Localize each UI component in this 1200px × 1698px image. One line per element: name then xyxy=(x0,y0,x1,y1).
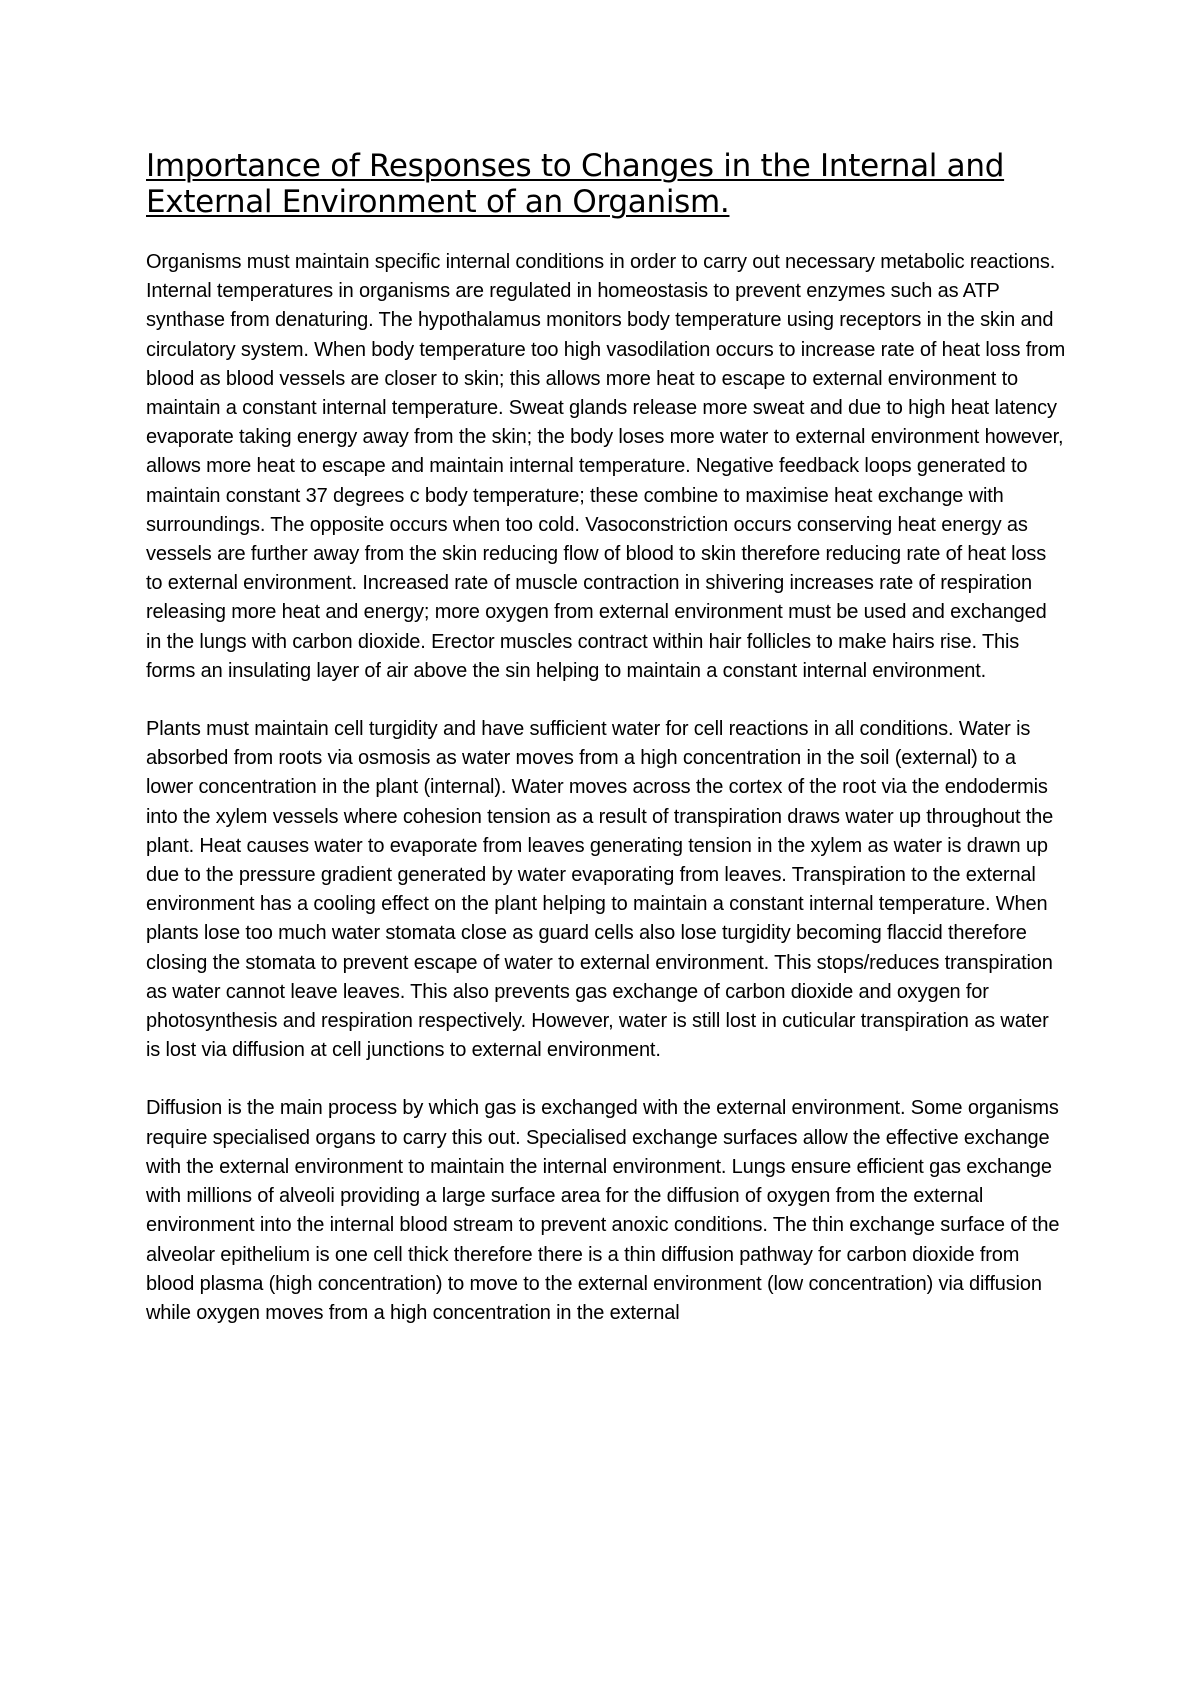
paragraph-plant-water-balance: Plants must maintain cell turgidity and have sufficient water for cell reactions in all conditions. Water is absorbed from roots via osmosis as water moves from a high concentration in the soil (external) to a lower concentration in the plant (internal). Water moves across the cortex of the root via the endodermis into the xylem vessels where cohesion tension as a result of transpiration draws water up throughout the plant. Heat causes water to evaporate from leaves generating tension in the xylem as water is drawn up due to the pressure gradient generated by water evaporating from leaves. Transpiration to the external environment has a cooling effect on the plant helping to maintain a constant internal temperature. When plants lose too much water stomata close as guard cells also lose turgidity becoming flaccid therefore closing the stomata to prevent escape of water to external environment. This stops/reduces transpiration as water cannot leave leaves. This also prevents gas exchange of carbon dioxide and oxygen for photosynthesis and respiration respectively. However, water is still lost in cuticular transpiration as water is lost via diffusion at cell junctions to external environment. xyxy=(146,718,1054,1062)
document-title: Importance of Responses to Changes in the Internal and External Environment of an Organism. xyxy=(146,148,1005,220)
paragraph-temperature-regulation: Organisms must maintain specific internal conditions in order to carry out necessary metabolic reactions. Internal temperatures in organisms are regulated in homeostasis to prevent enzymes such as ATP synthase from denaturing. The hypothalamus monitors body temperature using receptors in the skin and circulatory system. When body temperature too high vasodilation occurs to increase rate of heat loss from blood as blood vessels are closer to skin; this allows more heat to escape to external environment to maintain a constant internal temperature. Sweat glands release more sweat and due to high heat latency evaporate taking energy away from the skin; the body loses more water to external environment however, allows more heat to escape and maintain internal temperature. Negative feedback loops generated to maintain constant 37 degrees c body temperature; these combine to maximise heat exchange with surroundings. The opposite occurs when too cold. Vasoconstriction occurs conserving heat energy as vessels are further away from the skin reducing flow of blood to skin therefore reducing rate of heat loss to external environment. Increased rate of muscle contraction in shivering increases rate of respiration releasing more heat and energy; more oxygen from external environment must be used and exchanged in the lungs with carbon dioxide. Erector muscles contract within hair follicles to make hairs rise. This forms an insulating layer of air above the sin helping to maintain a constant internal environment. xyxy=(146,251,1066,682)
document-body xyxy=(146,148,1066,1357)
paragraph-gas-exchange: Diffusion is the main process by which gas is exchanged with the external environment. Some organisms require specialised organs to carry this out. Specialised exchange surfaces allow the effective exchange with the external environment to maintain the internal environment. Lungs ensure efficient gas exchange with millions of alveoli providing a large surface area for the diffusion of oxygen from the external environment into the internal blood stream to prevent anoxic conditions. The thin exchange surface of the alveolar epithelium is one cell thick therefore there is a thin diffusion pathway for carbon dioxide from blood plasma (high concentration) to move to the external environment (low concentration) via diffusion while oxygen moves from a high concentration in the external xyxy=(146,1097,1060,1324)
